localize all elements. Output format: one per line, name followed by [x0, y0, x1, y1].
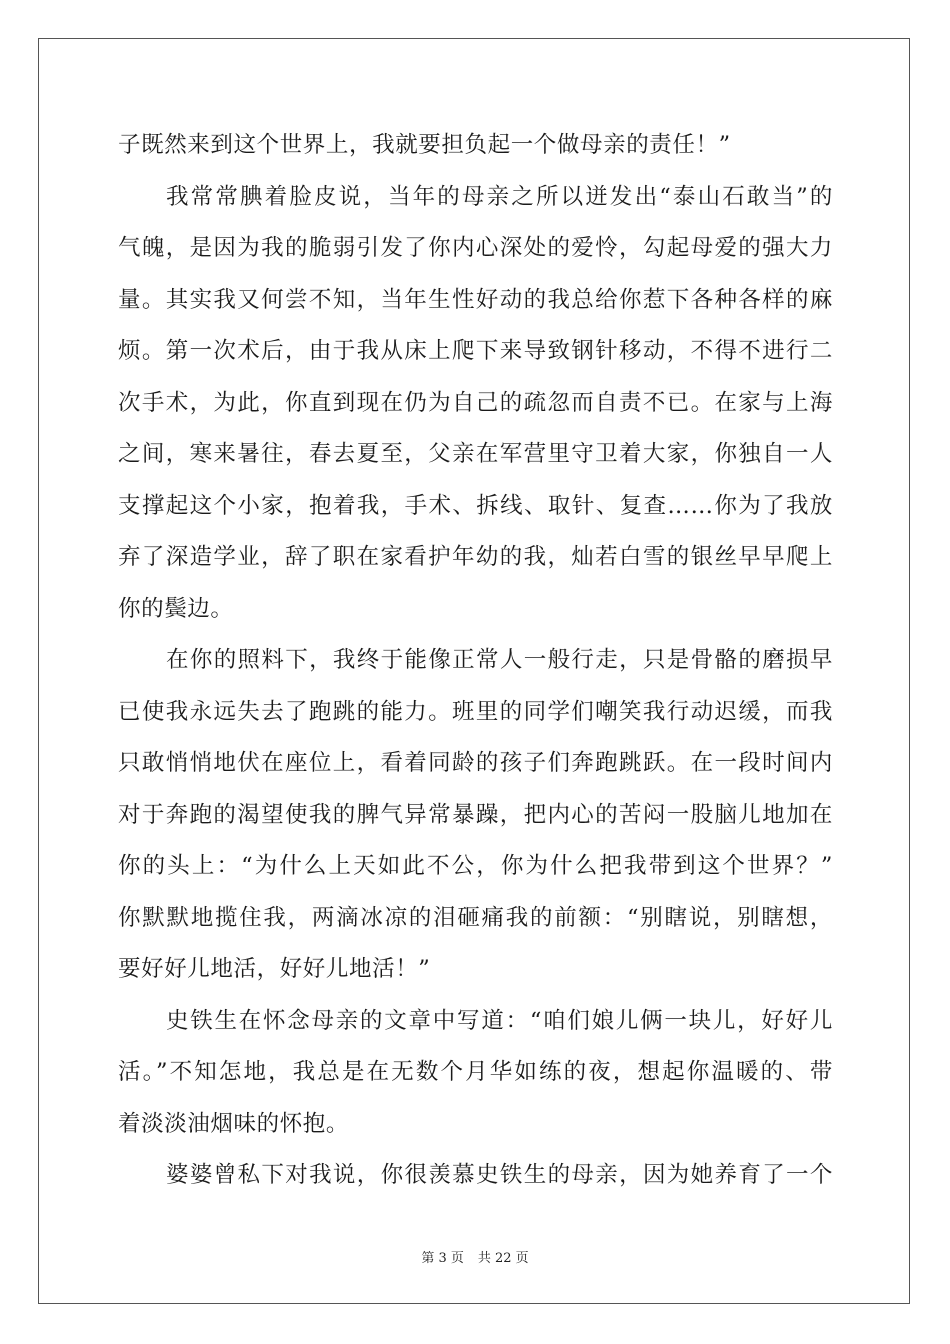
text-line: 量。其实我又何尝不知，当年生性好动的我总给你惹下各种各样的麻	[118, 286, 833, 313]
text-line: 烦。第一次术后，由于我从床上爬下来导致钢针移动，不得不进行二	[118, 338, 833, 364]
text-line: 之间，寒来暑往，春去夏至，父亲在军营里守卫着大家，你独自一人	[118, 441, 833, 467]
document-body	[118, 120, 833, 1202]
page-number: 第 3 页	[421, 1251, 464, 1266]
text-line: 弃了深造学业，辞了职在家看护年幼的我，灿若白雪的银丝早早爬上	[118, 544, 833, 570]
text-line: 次手术，为此，你直到现在仍为自己的疏忽而自责不已。在家与上海	[118, 389, 833, 416]
text-line: 着淡淡油烟味的怀抱。	[118, 1110, 350, 1137]
text-line: 要好好儿地活，好好儿地活！”	[118, 956, 431, 982]
text-line: 你默默地揽住我，两滴冰凉的泪砸痛我的前额：“别瞎说，别瞎想，	[118, 904, 833, 931]
text-line: 已使我永远失去了跑跳的能力。班里的同学们嘲笑我行动迟缓，而我	[118, 698, 833, 725]
text-line: 只敢悄悄地伏在座位上，看着同龄的孩子们奔跑跳跃。在一段时间内	[118, 750, 833, 776]
text-line: 支撑起这个小家，抱着我，手术、拆线、取针、复查……你为了我放	[118, 492, 833, 519]
page-total: 共 22 页	[477, 1251, 529, 1266]
text-line: 子既然来到这个世界上，我就要担负起一个做母亲的责任！”	[118, 132, 731, 158]
text-line: 史铁生在怀念母亲的文章中写道：“咱们娘儿俩一块儿，好好儿	[166, 1007, 833, 1034]
text-line: 婆婆曾私下对我说，你很羡慕史铁生的母亲，因为她养育了一个	[166, 1162, 833, 1188]
text-line: 我常常腆着脸皮说，当年的母亲之所以迸发出“泰山石敢当”的	[166, 183, 833, 210]
text-line: 气魄，是因为我的脆弱引发了你内心深处的爱怜，勾起母爱的强大力	[118, 235, 833, 261]
text-line: 你的头上：“为什么上天如此不公，你为什么把我带到这个世界？”	[118, 853, 833, 879]
page-footer	[0, 1247, 950, 1266]
text-line: 对于奔跑的渴望使我的脾气异常暴躁，把内心的苦闷一股脑儿地加在	[118, 801, 833, 828]
text-line: 在你的照料下，我终于能像正常人一般行走，只是骨骼的磨损早	[166, 647, 833, 673]
text-line: 你的鬓边。	[118, 595, 234, 622]
text-line: 活。”不知怎地，我总是在无数个月华如练的夜，想起你温暖的、带	[118, 1059, 833, 1085]
